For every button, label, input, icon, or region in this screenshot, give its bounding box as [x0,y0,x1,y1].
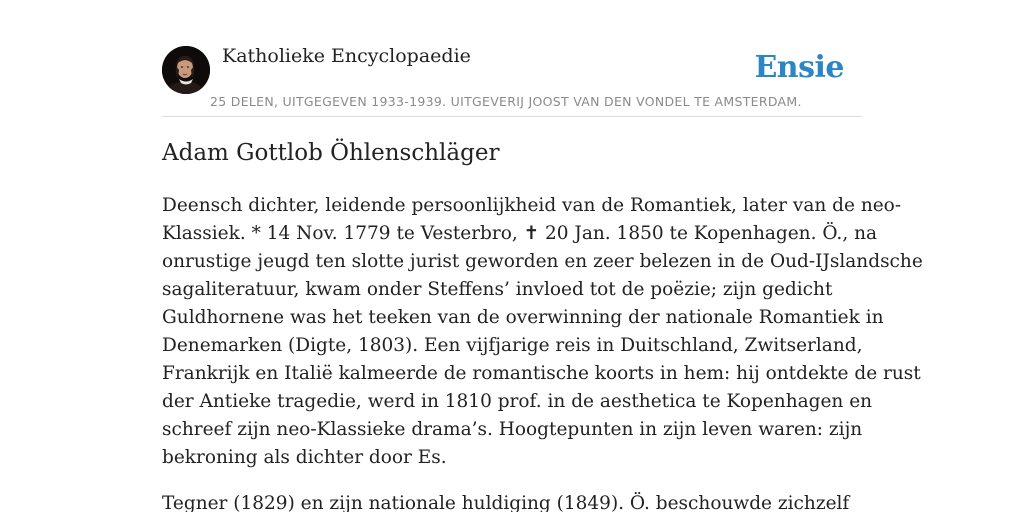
paragraph-line: Frankrijk en Italië kalmeerde de romantische koorts in hem: hij ontdekte de rust [162,363,921,384]
source-meta: 25 DELEN, UITGEGEVEN 1933-1939. UITGEVERIJ JOOST VAN DEN VONDEL TE AMSTERDAM. [210,94,802,109]
source-title[interactable]: Katholieke Encyclopaedie [222,45,471,67]
paragraph-line: Deensch dichter, leidende persoonlijkheid van de Romantiek, later van de neo- [162,195,902,216]
paragraph-line: bekroning als dichter door Es. [162,447,447,468]
article-paragraph-1 [162,192,923,472]
paragraph-line: schreef zijn neo-Klassieke drama’s. Hoogtepunten in zijn leven waren: zijn [162,419,863,440]
paragraph-line: Guldhornene was het teeken van de overwinning der nationale Romantiek in [162,307,884,328]
paragraph-line: Tegner (1829) en zijn nationale huldiging (1849). Ö. beschouwde zichzelf [162,493,850,512]
source-header [162,0,862,117]
portrait-icon [162,46,210,94]
page [162,0,923,512]
article-title: Adam Gottlob Öhlenschläger [162,140,500,166]
paragraph-line: Denemarken (Digte, 1803). Een vijfjarige reis in Duitschland, Zwitserland, [162,335,863,356]
article-paragraph-2 [162,490,862,512]
paragraph-line: der Antieke tragedie, werd in 1810 prof. in de aesthetica te Kopenhagen en [162,391,873,412]
paragraph-line: sagaliteratuur, kwam onder Steffens’ invloed tot de poëzie; zijn gedicht [162,279,833,300]
source-avatar[interactable] [162,46,210,94]
ensie-logo[interactable]: Ensie [754,50,844,85]
paragraph-line: onrustige jeugd ten slotte jurist geworden en zeer belezen in de Oud-IJslandsche [162,251,923,272]
paragraph-line: Klassiek. * 14 Nov. 1779 te Vesterbro, ✝ 20 Jan. 1850 te Kopenhagen. Ö., na [162,223,878,244]
